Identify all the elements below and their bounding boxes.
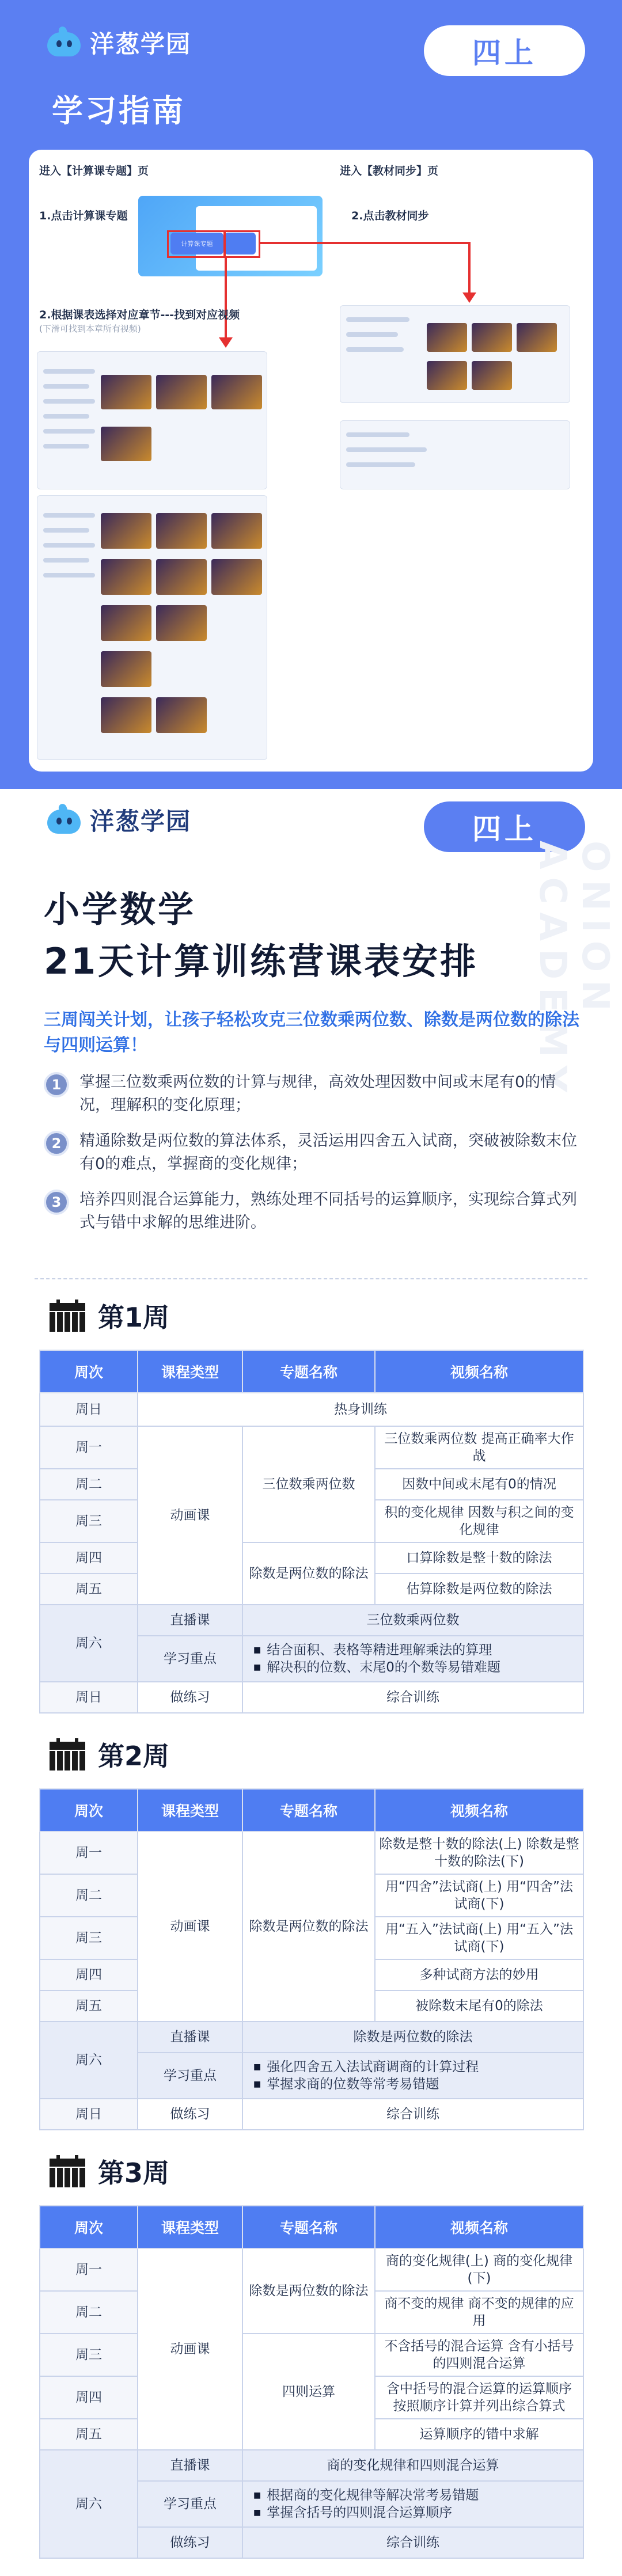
live-cell: 除数是两位数的除法 xyxy=(242,2022,583,2053)
video-cell: 用“五入”法试商(上) 用“五入”法试商(下) xyxy=(375,1917,583,1959)
intro-text: 三周闯关计划，让孩子轻松攻克三位数乘两位数、除数是两位数的除法与四则运算！ xyxy=(44,1010,579,1055)
warmup-cell: 热身训练 xyxy=(138,1393,583,1426)
topic-cell: 除数是两位数的除法 xyxy=(242,1542,375,1605)
day-cell: 周四 xyxy=(40,2376,138,2419)
left-heading: 进入【计算课专题】页 xyxy=(39,165,149,177)
video-cell: 运算顺序的错中求解 xyxy=(375,2419,583,2450)
day-cell: 周三 xyxy=(40,2334,138,2376)
header-type: 课程类型 xyxy=(138,1789,242,1832)
step-3: 2.根据课表选择对应章节---找到对应视频 xyxy=(39,309,240,321)
practice-label: 做练习 xyxy=(138,2099,242,2130)
goal-text: 精通除数是两位数的算法体系，灵活运用四舍五入试商，突破被除数末位有0的难点，掌握商的变化规律； xyxy=(79,1132,577,1173)
header-video: 视频名称 xyxy=(375,2206,583,2248)
live-label: 直播课 xyxy=(138,2450,242,2481)
brand xyxy=(44,25,191,60)
video-cell: 多种试商方法的妙用 xyxy=(375,1959,583,1990)
week-title: 第3周 xyxy=(98,2157,170,2189)
practice-cell: 综合训练 xyxy=(242,1682,583,1713)
header-topic: 专题名称 xyxy=(242,1350,375,1393)
video-cell: 商的变化规律(上) 商的变化规律(下) xyxy=(375,2248,583,2291)
watermark: ONION ACADEMY xyxy=(531,841,616,1100)
goal-item xyxy=(44,1130,585,1176)
video-cell: 估算除数是两位数的除法 xyxy=(375,1574,583,1605)
calendar-icon xyxy=(50,1300,85,1332)
day-cell: 周四 xyxy=(40,1959,138,1990)
video-cell: 三位数乘两位数 提高正确率大作战 xyxy=(375,1426,583,1469)
goal-item xyxy=(44,1188,585,1234)
chapter-list-screenshot xyxy=(37,351,267,489)
day-cell: 周二 xyxy=(40,2291,138,2334)
schedule-table xyxy=(39,1350,584,1713)
textbook-sync-screenshot xyxy=(340,305,570,403)
day-cell: 周一 xyxy=(40,1426,138,1469)
onion-logo-icon xyxy=(44,26,84,59)
week-3 xyxy=(0,2151,622,2559)
guide-card xyxy=(29,150,593,772)
header-week: 周次 xyxy=(40,1789,138,1832)
arrow-down-icon xyxy=(462,292,476,303)
type-cell: 动画课 xyxy=(138,1832,242,2022)
onion-logo-icon xyxy=(44,804,84,836)
video-cell: 被除数末尾有0的除法 xyxy=(375,1990,583,2022)
week-2 xyxy=(0,1734,622,2130)
topic-cell: 除数是两位数的除法 xyxy=(242,2248,375,2334)
video-cell: 因数中间或末尾有0的情况 xyxy=(375,1469,583,1500)
focus-item: ■ 掌握含括号的四则混合运算顺序 xyxy=(253,2504,579,2521)
week-title: 第1周 xyxy=(98,1302,170,1333)
study-guide-section xyxy=(0,0,622,789)
day-cell: 周日 xyxy=(40,2099,138,2130)
practice-label: 做练习 xyxy=(138,1682,242,1713)
goal-number: 3 xyxy=(44,1190,69,1215)
focus-item: ■ 强化四舍五入法试商调商的计算过程 xyxy=(253,2058,579,2076)
grade-badge: 四上 xyxy=(424,801,585,852)
focus-cell xyxy=(242,2053,583,2099)
video-cell: 口算除数是整十数的除法 xyxy=(375,1542,583,1574)
video-cell: 积的变化规律 因数与积之间的变化规律 xyxy=(375,1500,583,1542)
focus-item: ■ 根据商的变化规律等解决常考易错题 xyxy=(253,2487,579,2504)
goal-number: 1 xyxy=(44,1072,69,1097)
brand-name: 洋葱学园 xyxy=(90,807,192,835)
day-cell: 周二 xyxy=(40,1874,138,1917)
step-2: 2.点击教材同步 xyxy=(351,210,429,222)
guide-title: 学习指南 xyxy=(52,93,185,129)
focus-label: 学习重点 xyxy=(138,1636,242,1682)
goal-text: 掌握三位数乘两位数的计算与规律，高效处理因数中间或末尾有0的情况，理解积的变化原理； xyxy=(79,1073,556,1114)
day-cell: 周日 xyxy=(40,1682,138,1713)
live-label: 直播课 xyxy=(138,1605,242,1636)
topic-cell: 三位数乘两位数 xyxy=(242,1426,375,1542)
step-1: 1.点击计算课专题 xyxy=(39,210,128,222)
day-cell: 周一 xyxy=(40,2248,138,2291)
focus-item: ■ 掌握求商的位数等常考易错题 xyxy=(253,2076,579,2093)
focus-cell xyxy=(242,1636,583,1682)
goal-item xyxy=(44,1071,585,1117)
day-cell: 周六 xyxy=(40,2022,138,2099)
calendar-icon xyxy=(50,2155,85,2187)
day-cell: 周四 xyxy=(40,1542,138,1574)
topic-cell: 除数是两位数的除法 xyxy=(242,1832,375,2022)
focus-label: 学习重点 xyxy=(138,2481,242,2527)
day-cell: 周二 xyxy=(40,1469,138,1500)
title-line-2: 21天计算训练营课表安排 xyxy=(44,940,479,982)
focus-item: ■ 结合面积、表格等精进理解乘法的算理 xyxy=(253,1642,579,1659)
live-cell: 商的变化规律和四则混合运算 xyxy=(242,2450,583,2481)
goal-number: 2 xyxy=(44,1131,69,1156)
day-cell: 周六 xyxy=(40,2450,138,2558)
day-cell: 周五 xyxy=(40,1990,138,2022)
textbook-chapter-screenshot xyxy=(340,420,570,489)
divider xyxy=(35,1278,587,1279)
live-label: 直播课 xyxy=(138,2022,242,2053)
step-3-note: (下滑可找到本章所有视频) xyxy=(39,324,141,334)
video-cell: 商不变的规律 商不变的规律的应用 xyxy=(375,2291,583,2334)
header-type: 课程类型 xyxy=(138,1350,242,1393)
weeks-container xyxy=(0,1295,622,2559)
right-heading: 进入【教材同步】页 xyxy=(340,165,439,177)
goal-text: 培养四则混合运算能力，熟练处理不同括号的运算顺序，实现综合算式列式与错中求解的思维进阶。 xyxy=(79,1191,577,1232)
practice-cell: 综合训练 xyxy=(242,2099,583,2130)
day-cell: 周六 xyxy=(40,1605,138,1682)
week-1 xyxy=(0,1295,622,1713)
day-cell: 周五 xyxy=(40,2419,138,2450)
topic-cell: 四则运算 xyxy=(242,2334,375,2450)
header-video: 视频名称 xyxy=(375,1789,583,1832)
practice-label: 做练习 xyxy=(138,2527,242,2558)
type-cell: 动画课 xyxy=(138,1426,242,1605)
header-topic: 专题名称 xyxy=(242,1789,375,1832)
day-cell: 周一 xyxy=(40,1832,138,1874)
goals-list xyxy=(44,1071,585,1247)
live-cell: 三位数乘两位数 xyxy=(242,1605,583,1636)
week-title: 第2周 xyxy=(98,1741,170,1772)
grade-badge: 四上 xyxy=(424,25,585,76)
video-cell: 不含括号的混合运算 含有小括号的四则混合运算 xyxy=(375,2334,583,2376)
schedule-section xyxy=(0,789,622,2576)
video-cell: 用“四舍”法试商(上) 用“四舍”法试商(下) xyxy=(375,1874,583,1917)
day-cell: 周日 xyxy=(40,1393,138,1426)
video-cell: 含中括号的混合运算的运算顺序 按照顺序计算并列出综合算式 xyxy=(375,2376,583,2419)
header-video: 视频名称 xyxy=(375,1350,583,1393)
practice-cell: 综合训练 xyxy=(242,2527,583,2558)
highlight-sync xyxy=(223,230,260,258)
focus-item: ■ 解决积的位数、末尾0的个数等易错难题 xyxy=(253,1659,579,1676)
focus-label: 学习重点 xyxy=(138,2053,242,2099)
type-cell: 动画课 xyxy=(138,2248,242,2450)
mock-calc-button: 计算课专题 xyxy=(170,233,223,254)
video-cell: 除数是整十数的除法(上) 除数是整十数的除法(下) xyxy=(375,1832,583,1874)
day-cell: 周三 xyxy=(40,1917,138,1959)
video-list-screenshot xyxy=(37,495,267,760)
schedule-table xyxy=(39,2205,584,2559)
arrow-line xyxy=(259,242,469,244)
schedule-table xyxy=(39,1788,584,2130)
day-cell: 周五 xyxy=(40,1574,138,1605)
header-topic: 专题名称 xyxy=(242,2206,375,2248)
header-type: 课程类型 xyxy=(138,2206,242,2248)
highlight-calc xyxy=(167,230,226,258)
day-cell: 周三 xyxy=(40,1500,138,1542)
brand xyxy=(44,803,191,837)
header-week: 周次 xyxy=(40,2206,138,2248)
calendar-icon xyxy=(50,1738,85,1770)
brand-name: 洋葱学园 xyxy=(90,30,192,58)
focus-cell xyxy=(242,2481,583,2527)
header-week: 周次 xyxy=(40,1350,138,1393)
title-line-1: 小学数学 xyxy=(44,888,196,930)
